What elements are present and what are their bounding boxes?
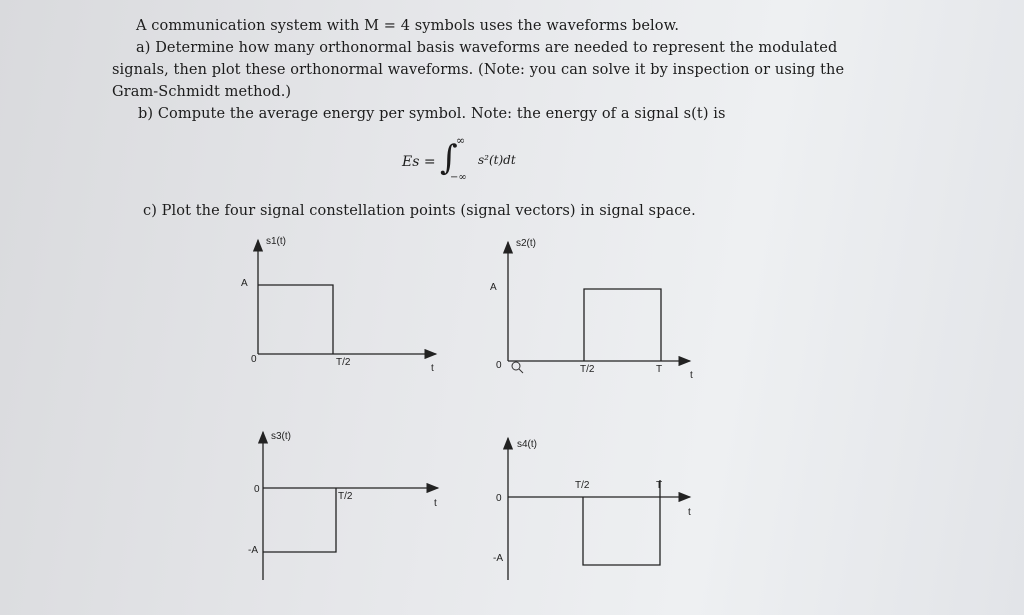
problem-line-4: Gram-Schmidt method.) <box>112 84 292 100</box>
s1-title: s1(t) <box>266 236 286 247</box>
integral-sign: ∫ <box>440 138 458 178</box>
s1-amplitude-label: A <box>241 278 248 289</box>
s4-time-label: t <box>688 507 691 518</box>
s4-amplitude-label: -A <box>493 553 503 564</box>
magnifier-icon <box>512 362 523 373</box>
s1-half-period-label: T/2 <box>336 357 351 368</box>
equation-lhs: Es = <box>402 154 436 170</box>
s4-title: s4(t) <box>517 439 537 450</box>
s2-period-label: T <box>656 364 663 375</box>
s3-half-period-label: T/2 <box>338 491 353 502</box>
problem-line-3: signals, then plot these orthonormal waveforms. (Note: you can solve it by inspection or using the <box>112 62 845 78</box>
s3-title: s3(t) <box>271 431 291 442</box>
integral-lower-limit: −∞ <box>450 172 467 183</box>
s2-origin-label: 0 <box>496 360 502 371</box>
problem-line-2: a) Determine how many orthonormal basis waveforms are needed to represent the modulated <box>136 40 838 56</box>
s4-period-label: T <box>656 480 663 491</box>
integral-upper-limit: ∞ <box>456 134 466 147</box>
s3-time-label: t <box>434 498 437 509</box>
s1-origin-label: 0 <box>251 354 257 365</box>
s2-title: s2(t) <box>516 238 536 249</box>
s2-half-period-label: T/2 <box>580 364 595 375</box>
problem-line-5: b) Compute the average energy per symbol. Note: the energy of a signal s(t) is <box>138 106 726 122</box>
s3-amplitude-label: -A <box>248 545 258 556</box>
plot-s3 <box>263 432 438 580</box>
problem-line-1: A communication system with M = 4 symbols uses the waveforms below. <box>136 18 680 34</box>
s2-time-label: t <box>690 370 693 381</box>
plot-s2 <box>508 242 690 361</box>
integrand: s²(t)dt <box>478 153 516 167</box>
problem-line-6: c) Plot the four signal constellation points (signal vectors) in signal space. <box>143 203 696 219</box>
s3-origin-label: 0 <box>254 484 260 495</box>
plot-s1 <box>258 240 436 354</box>
s4-origin-label: 0 <box>496 493 502 504</box>
plot-s4 <box>508 438 690 580</box>
s1-time-label: t <box>431 363 434 374</box>
s2-amplitude-label: A <box>490 282 497 293</box>
s4-half-period-label: T/2 <box>575 480 590 491</box>
